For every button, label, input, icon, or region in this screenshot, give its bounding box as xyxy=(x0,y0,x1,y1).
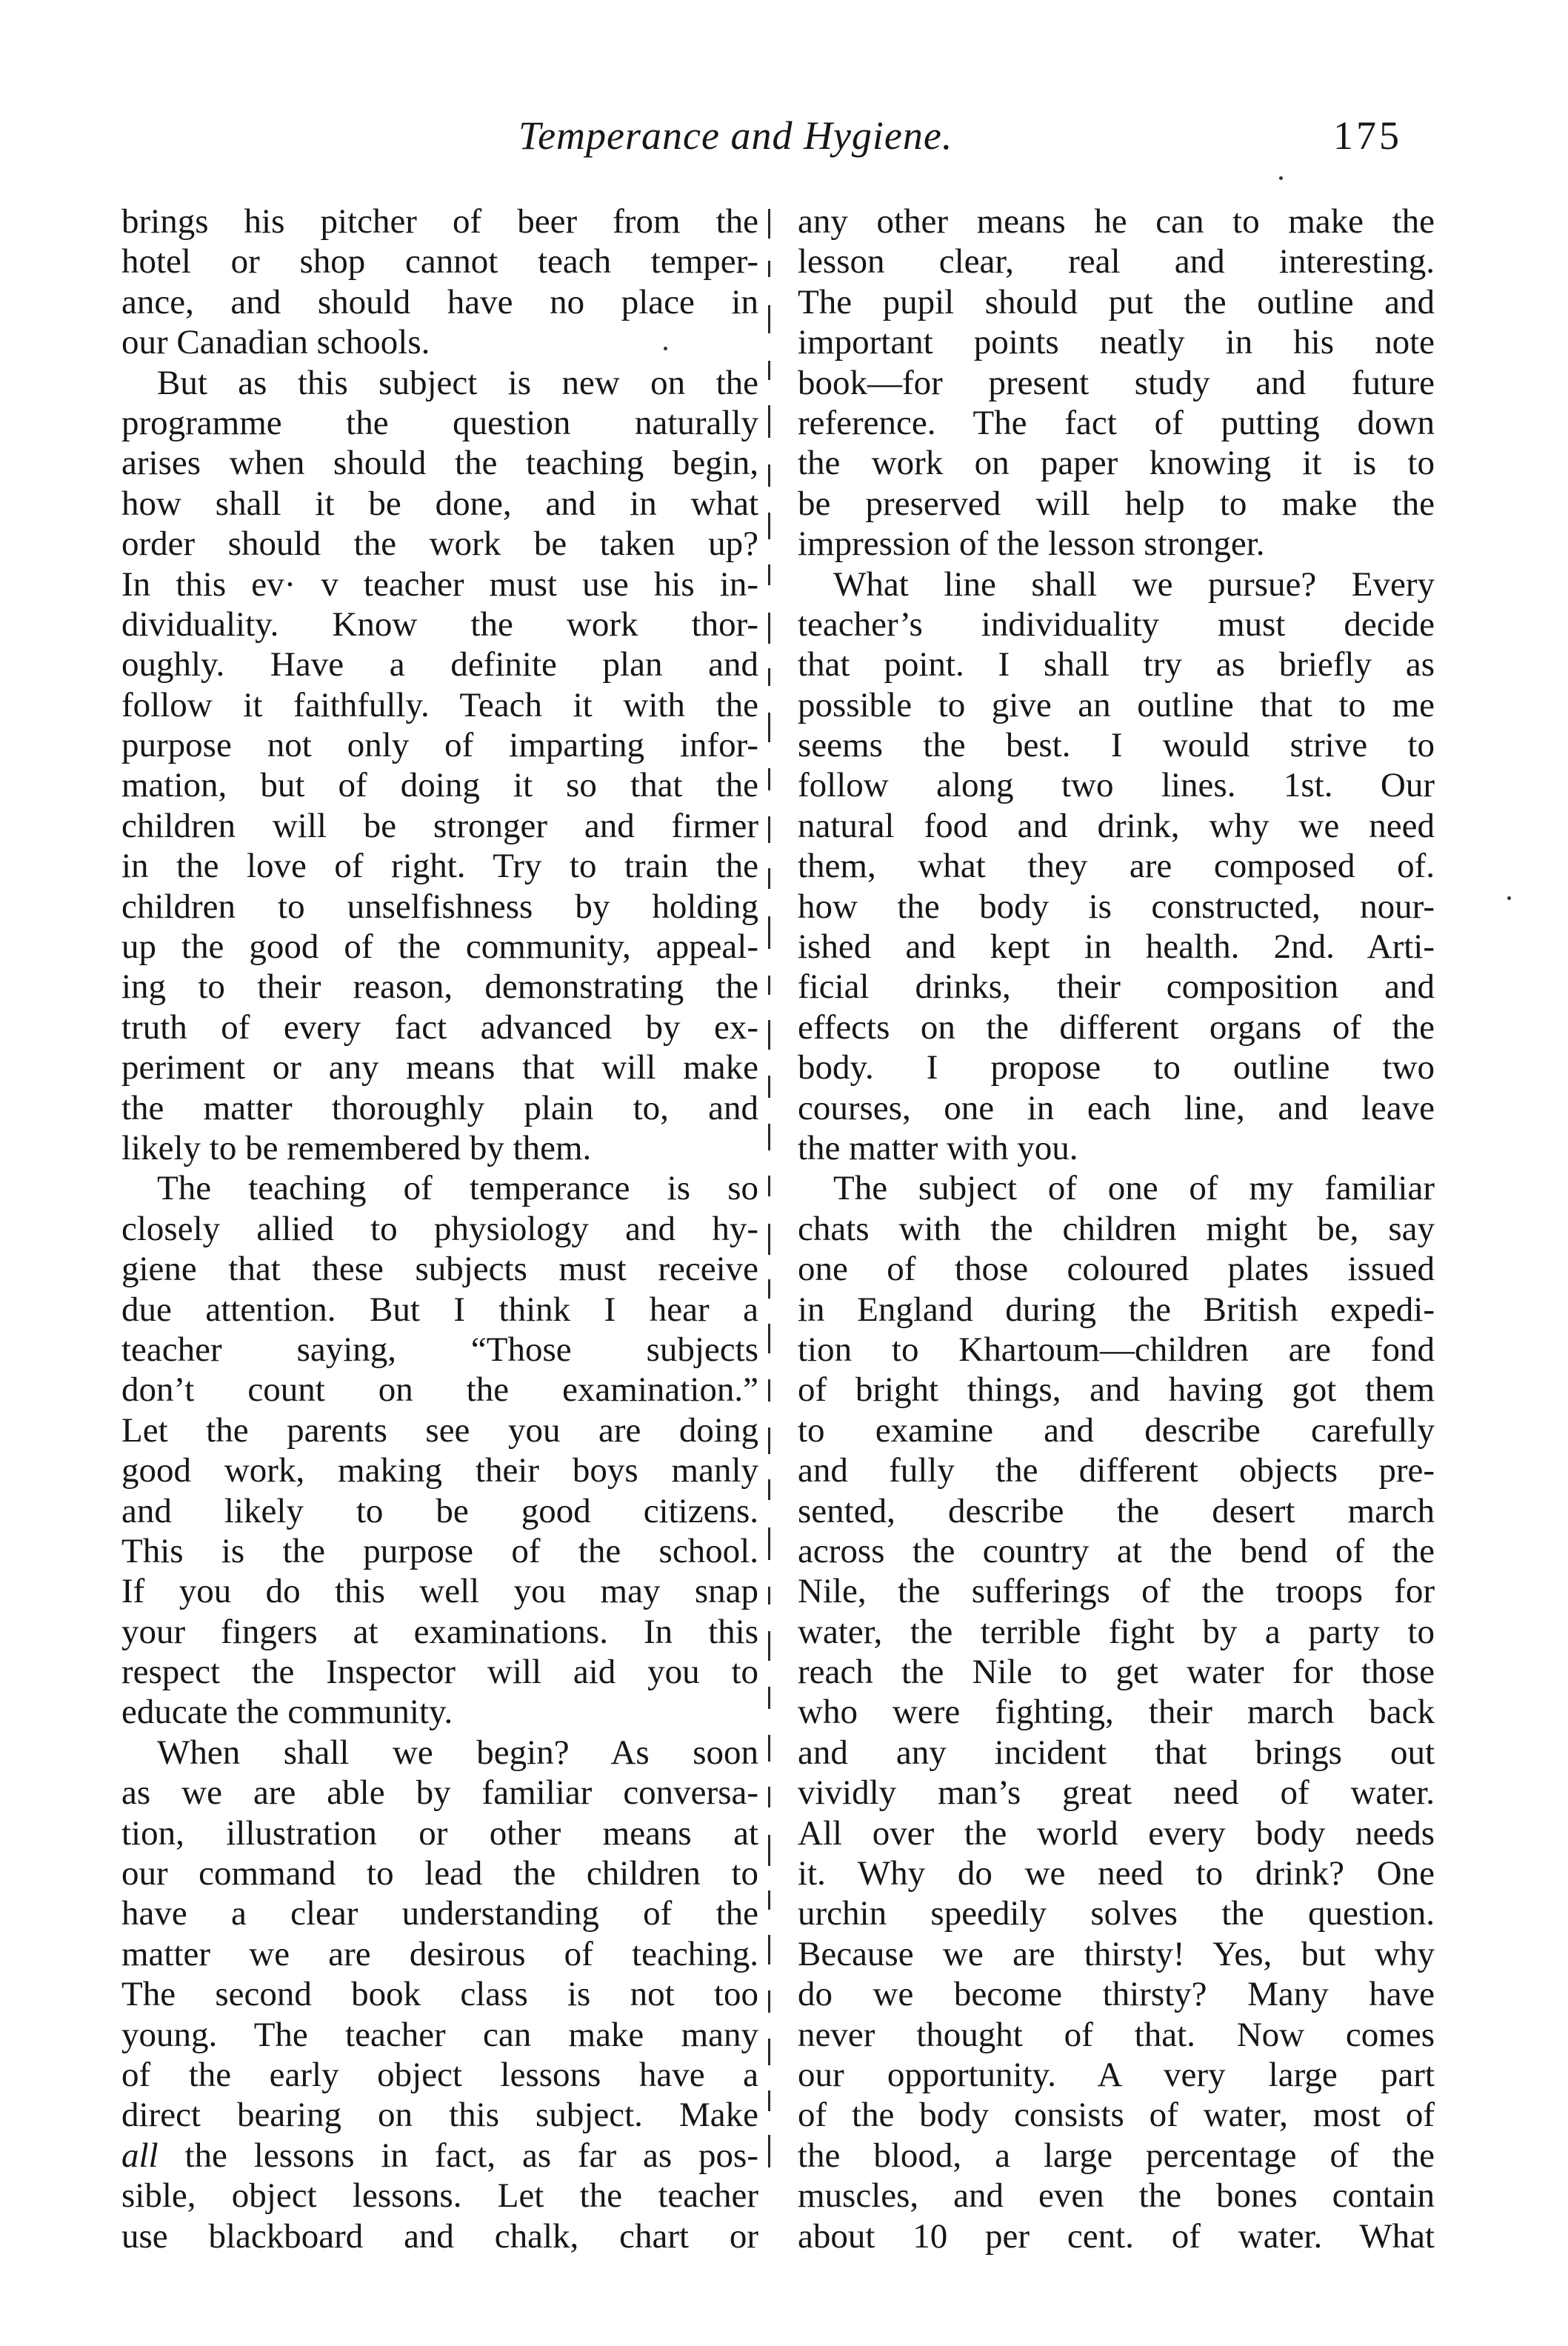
text-line: in the love of right. Try to train the xyxy=(121,847,758,886)
text-line: educate the community. xyxy=(121,1693,453,1732)
text-line: children to unselfishness by holding xyxy=(121,887,758,926)
text-line: have a clear understanding of the xyxy=(121,1894,758,1933)
text-line: that point. I shall try as briefly as xyxy=(798,645,1435,684)
text-line: dividuality. Know the work thor- xyxy=(121,604,758,644)
running-title: Temperance and Hygiene. xyxy=(518,113,953,158)
text-line: programme the question naturally xyxy=(121,403,758,442)
text-line: order should the work be taken up? xyxy=(121,524,758,564)
text-line: ficial drinks, their composition and xyxy=(798,967,1435,1007)
text-line: chats with the children might be, say xyxy=(798,1209,1435,1248)
ink-speck xyxy=(1279,176,1283,180)
text-line: good work, making their boys manly xyxy=(121,1451,758,1490)
text-line: Let the parents see you are doing xyxy=(121,1410,758,1450)
text-line: and any incident that brings out xyxy=(798,1733,1435,1772)
text-line: the blood, a large percentage of the xyxy=(798,2136,1435,2175)
text-line: courses, one in each line, and leave xyxy=(798,1088,1435,1127)
text-line: possible to give an outline that to me xyxy=(798,685,1435,724)
text-line: who were fighting, their march back xyxy=(798,1693,1435,1732)
text-line: muscles, and even the bones contain xyxy=(798,2176,1435,2216)
text-line: Nile, the sufferings of the troops for xyxy=(798,1572,1435,1611)
text-line: mation, but of doing it so that the xyxy=(121,766,758,805)
page-number: 175 xyxy=(1333,113,1402,158)
text-line: tion to Khartoum—children are fond xyxy=(798,1330,1435,1369)
text-line: The second book class is not too xyxy=(121,1975,758,2014)
text-line: ance, and should have no place in xyxy=(121,282,758,321)
text-line: In this ev· v teacher must use his in- xyxy=(121,564,758,604)
text-line: children will be stronger and firmer xyxy=(121,806,758,845)
running-header xyxy=(0,113,1568,164)
text-line: in England during the British expedi- xyxy=(798,1290,1435,1329)
text-line: the work on paper knowing it is to xyxy=(798,444,1435,483)
text-line: respect the Inspector will aid you to xyxy=(121,1653,758,1692)
text-line: the matter with you. xyxy=(798,1128,1078,1167)
text-line: all the lessons in fact, as far as pos- xyxy=(121,2136,758,2175)
text-line: book—for present study and future xyxy=(798,363,1435,402)
text-line: use blackboard and chalk, chart or xyxy=(121,2216,758,2256)
text-line: how shall it be done, and in what xyxy=(121,484,758,523)
text-line: truth of every fact advanced by ex- xyxy=(121,1007,758,1047)
right-text-column xyxy=(798,201,1435,2256)
text-line: But as this subject is new on the xyxy=(157,363,758,402)
text-line: follow along two lines. 1st. Our xyxy=(798,766,1435,805)
text-line: of bright things, and having got them xyxy=(798,1370,1435,1410)
text-line: purpose not only of imparting infor- xyxy=(121,726,758,765)
ink-speck xyxy=(664,347,667,350)
text-line: tion, illustration or other means at xyxy=(121,1813,758,1853)
text-line: effects on the different organs of the xyxy=(798,1007,1435,1047)
text-line: don’t count on the examination.” xyxy=(121,1370,758,1410)
text-line: about 10 per cent. of water. What xyxy=(798,2216,1435,2256)
text-line: All over the world every body needs xyxy=(798,1813,1435,1853)
text-line: one of those coloured plates issued xyxy=(798,1250,1435,1289)
text-line: sented, describe the desert march xyxy=(798,1491,1435,1530)
text-line: urchin speedily solves the question. xyxy=(798,1894,1435,1933)
text-line: of the body consists of water, most of xyxy=(798,2096,1435,2135)
text-line: lesson clear, real and interesting. xyxy=(798,242,1435,281)
text-line: due attention. But I think I hear a xyxy=(121,1290,758,1329)
text-line: of the early object lessons have a xyxy=(121,2055,758,2094)
text-line: and fully the different objects pre- xyxy=(798,1451,1435,1490)
text-line: This is the purpose of the school. xyxy=(121,1531,758,1570)
emphasized-word: all xyxy=(121,2136,159,2175)
text-line: The teaching of temperance is so xyxy=(157,1169,758,1208)
text-line: our command to lead the children to xyxy=(121,1854,758,1893)
text-line: seems the best. I would strive to xyxy=(798,726,1435,765)
text-line: sible, object lessons. Let the teacher xyxy=(121,2176,758,2216)
column-rule xyxy=(768,209,771,2172)
text-line: likely to be remembered by them. xyxy=(121,1128,592,1167)
text-line: brings his pitcher of beer from the xyxy=(121,202,758,241)
text-line: reach the Nile to get water for those xyxy=(798,1653,1435,1692)
text-line: periment or any means that will make xyxy=(121,1048,758,1087)
text-line: our Canadian schools. xyxy=(121,323,430,362)
text-line: important points neatly in his note xyxy=(798,323,1435,362)
text-line: young. The teacher can make many xyxy=(121,2015,758,2054)
text-line: do we become thirsty? Many have xyxy=(798,1975,1435,2014)
left-text-column xyxy=(121,201,758,2256)
text-line: direct bearing on this subject. Make xyxy=(121,2096,758,2135)
text-line: across the country at the bend of the xyxy=(798,1531,1435,1570)
text-line: natural food and drink, why we need xyxy=(798,806,1435,845)
text-line: reference. The fact of putting down xyxy=(798,403,1435,442)
text-line: The pupil should put the outline and xyxy=(798,282,1435,321)
text-line: hotel or shop cannot teach temper- xyxy=(121,242,758,281)
text-line: oughly. Have a definite plan and xyxy=(121,645,758,684)
text-line: ing to their reason, demonstrating the xyxy=(121,967,758,1007)
text-line: What line shall we pursue? Every xyxy=(833,564,1435,604)
text-line: If you do this well you may snap xyxy=(121,1572,758,1611)
text-line: the matter thoroughly plain to, and xyxy=(121,1088,758,1127)
text-line: arises when should the teaching begin, xyxy=(121,444,758,483)
text-line: them, what they are composed of. xyxy=(798,847,1435,886)
text-line: your fingers at examinations. In this xyxy=(121,1612,758,1651)
text-line: teacher’s individuality must decide xyxy=(798,604,1435,644)
text-line: as we are able by familiar conversa- xyxy=(121,1773,758,1813)
text-line: ished and kept in health. 2nd. Arti- xyxy=(798,927,1435,967)
text-line: Because we are thirsty! Yes, but why xyxy=(798,1934,1435,1973)
text-line: how the body is constructed, nour- xyxy=(798,887,1435,926)
text-line: up the good of the community, appeal- xyxy=(121,927,758,967)
text-line: impression of the lesson stronger. xyxy=(798,524,1265,564)
text-line: our opportunity. A very large part xyxy=(798,2055,1435,2094)
text-line: water, the terrible fight by a party to xyxy=(798,1612,1435,1651)
text-line: vividly man’s great need of water. xyxy=(798,1773,1435,1813)
text-line: closely allied to physiology and hy- xyxy=(121,1209,758,1248)
text-line: teacher saying, “Those subjects xyxy=(121,1330,758,1369)
text-line: never thought of that. Now comes xyxy=(798,2015,1435,2054)
text-line: and likely to be good citizens. xyxy=(121,1491,758,1530)
text-line: follow it faithfully. Teach it with the xyxy=(121,685,758,724)
text-line: any other means he can to make the xyxy=(798,202,1435,241)
text-line: body. I propose to outline two xyxy=(798,1048,1435,1087)
text-line: to examine and describe carefully xyxy=(798,1410,1435,1450)
ink-speck xyxy=(1507,896,1511,900)
text-line: it. Why do we need to drink? One xyxy=(798,1854,1435,1893)
text-line: be preserved will help to make the xyxy=(798,484,1435,523)
text-line: matter we are desirous of teaching. xyxy=(121,1934,758,1973)
text-line: giene that these subjects must receive xyxy=(121,1250,758,1289)
text-line: When shall we begin? As soon xyxy=(157,1733,758,1772)
text-line: The subject of one of my familiar xyxy=(833,1169,1435,1208)
